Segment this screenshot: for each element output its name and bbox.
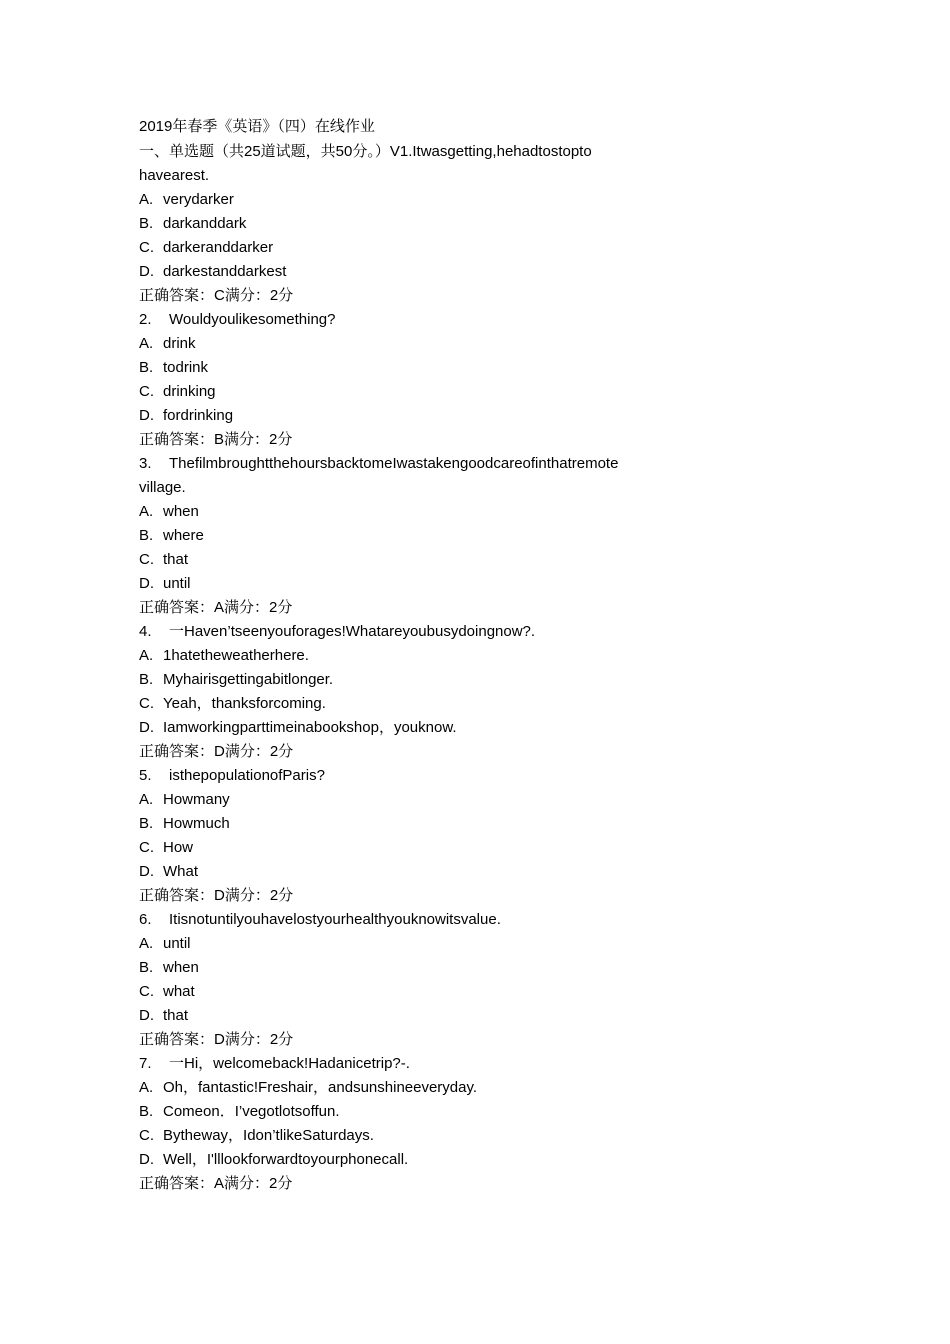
option-c <box>139 1124 699 1148</box>
option-a <box>139 188 699 212</box>
option-letter: A. <box>139 503 154 520</box>
section-heading: 一、单选题（共25道试题，共50分。）V1.Itwasgetting,hehadtostopto <box>139 143 592 160</box>
question-stem <box>139 452 699 476</box>
option-b <box>139 1100 699 1124</box>
option-letter: A. <box>139 791 154 808</box>
option-letter: D. <box>139 263 154 280</box>
option-letter: A. <box>139 1079 154 1096</box>
question-number: 6. <box>139 911 152 928</box>
option-text: Comeon．I’vegotlotsoffun. <box>163 1103 340 1120</box>
option-text: until <box>163 575 191 592</box>
option-text: Well，I'lllookforwardtoyourphonecall. <box>163 1151 409 1168</box>
option-b <box>139 668 699 692</box>
option-text: darkestanddarkest <box>163 263 287 280</box>
answer-line: 正确答案：D满分：2分 <box>139 887 294 904</box>
question-stem <box>139 764 699 788</box>
option-d <box>139 860 699 884</box>
question-text: isthepopulationofParis? <box>169 767 325 784</box>
question-number: 2. <box>139 311 152 328</box>
document-title: 2019年春季《英语》（四）在线作业 <box>139 118 375 135</box>
option-letter: C. <box>139 1127 154 1144</box>
question-5 <box>139 764 699 908</box>
option-text: What <box>163 863 199 880</box>
option-letter: B. <box>139 815 154 832</box>
option-text: Bytheway，Idon’tlikeSaturdays. <box>163 1127 374 1144</box>
option-text: Yeah，thanksforcoming. <box>163 695 326 712</box>
question-stem <box>139 1052 699 1076</box>
option-a <box>139 332 699 356</box>
option-text: Howmany <box>163 791 230 808</box>
option-letter: A. <box>139 335 154 352</box>
option-b <box>139 356 699 380</box>
option-text: that <box>163 551 189 568</box>
option-letter: D. <box>139 407 154 424</box>
option-text: that <box>163 1007 189 1024</box>
option-letter: B. <box>139 527 154 544</box>
question-4 <box>139 620 699 764</box>
answer-line: 正确答案：A满分：2分 <box>139 1175 293 1192</box>
question-text: 一Haven’tseenyouforages!Whatareyoubusydoingnow?. <box>169 623 536 640</box>
option-d <box>139 404 699 428</box>
option-letter: D. <box>139 575 154 592</box>
option-a <box>139 500 699 524</box>
option-d <box>139 572 699 596</box>
option-a <box>139 788 699 812</box>
option-c <box>139 692 699 716</box>
question-text: Itisnotuntilyouhavelostyourhealthyouknowitsvalue. <box>169 911 501 928</box>
option-b <box>139 956 699 980</box>
option-text: Oh，fantastic!Freshair，andsunshineeveryday. <box>163 1079 478 1096</box>
option-text: drink <box>163 335 196 352</box>
option-text: How <box>163 839 194 856</box>
option-text: when <box>163 503 199 520</box>
question-continuation: village. <box>139 479 186 496</box>
question-1 <box>139 188 699 308</box>
option-letter: C. <box>139 983 154 1000</box>
option-text: todrink <box>163 359 209 376</box>
option-text: what <box>163 983 195 1000</box>
option-text: darkanddark <box>163 215 247 232</box>
option-d <box>139 716 699 740</box>
option-a <box>139 932 699 956</box>
option-text: Howmuch <box>163 815 230 832</box>
option-c <box>139 380 699 404</box>
question-6 <box>139 908 699 1052</box>
option-letter: C. <box>139 239 154 256</box>
question-number: 5. <box>139 767 152 784</box>
option-letter: A. <box>139 935 154 952</box>
option-letter: D. <box>139 1151 154 1168</box>
option-b <box>139 812 699 836</box>
option-b <box>139 212 699 236</box>
answer-line: 正确答案：D满分：2分 <box>139 743 294 760</box>
option-letter: B. <box>139 1103 154 1120</box>
question-number: 7. <box>139 1055 152 1072</box>
option-text: until <box>163 935 191 952</box>
option-text: fordrinking <box>163 407 234 424</box>
option-letter: A. <box>139 647 154 664</box>
option-letter: A. <box>139 191 154 208</box>
option-text: verydarker <box>163 191 234 208</box>
option-letter: C. <box>139 551 154 568</box>
question-text: 一Hi，welcomeback!Hadanicetrip?-. <box>169 1055 410 1072</box>
option-letter: D. <box>139 863 154 880</box>
option-c <box>139 236 699 260</box>
option-text: where <box>163 527 204 544</box>
option-letter: B. <box>139 359 154 376</box>
option-text: Myhairisgettingabitlonger. <box>163 671 334 688</box>
option-letter: B. <box>139 959 154 976</box>
question-1-continuation: havearest. <box>139 167 210 184</box>
answer-line: 正确答案：B满分：2分 <box>139 431 293 448</box>
option-text: 1hatetheweatherhere. <box>163 647 309 664</box>
question-stem <box>139 308 699 332</box>
question-2 <box>139 308 699 452</box>
option-letter: C. <box>139 695 154 712</box>
answer-line: 正确答案：D满分：2分 <box>139 1031 294 1048</box>
question-text: Wouldyoulikesomething? <box>169 311 336 328</box>
option-text: drinking <box>163 383 216 400</box>
option-letter: C. <box>139 839 154 856</box>
document-content <box>139 115 699 1196</box>
question-stem <box>139 620 699 644</box>
option-text: Iamworkingparttimeinabookshop，youknow. <box>163 719 457 736</box>
option-text: darkeranddarker <box>163 239 274 256</box>
option-b <box>139 524 699 548</box>
question-number: 3. <box>139 455 152 472</box>
option-d <box>139 1148 699 1172</box>
answer-line: 正确答案：C满分：2分 <box>139 287 294 304</box>
option-letter: B. <box>139 215 154 232</box>
option-d <box>139 260 699 284</box>
option-text: when <box>163 959 199 976</box>
option-letter: D. <box>139 719 154 736</box>
option-letter: B. <box>139 671 154 688</box>
option-a <box>139 1076 699 1100</box>
option-c <box>139 980 699 1004</box>
question-stem <box>139 908 699 932</box>
option-c <box>139 548 699 572</box>
question-7 <box>139 1052 699 1196</box>
question-text: ThefilmbroughtthehoursbacktomeIwastakengoodcareofinthatremote <box>169 455 619 472</box>
option-letter: D. <box>139 1007 154 1024</box>
option-letter: C. <box>139 383 154 400</box>
option-a <box>139 644 699 668</box>
answer-line: 正确答案：A满分：2分 <box>139 599 293 616</box>
option-c <box>139 836 699 860</box>
option-d <box>139 1004 699 1028</box>
question-number: 4. <box>139 623 152 640</box>
question-3 <box>139 452 699 620</box>
